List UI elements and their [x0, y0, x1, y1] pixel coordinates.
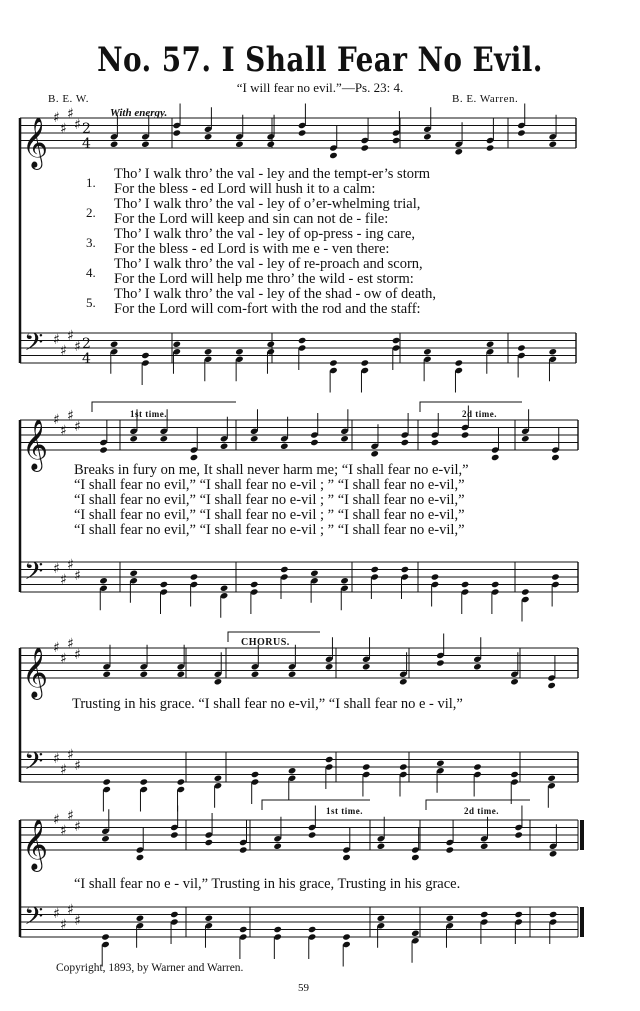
bass-note — [101, 933, 110, 940]
treble-note — [139, 671, 148, 678]
treble-note — [517, 129, 526, 136]
bass-note — [325, 756, 334, 763]
treble-note — [251, 671, 260, 678]
bass-note — [547, 775, 556, 782]
treble-note — [549, 850, 558, 857]
sharp-sign: ♯ — [60, 651, 67, 667]
bass-note — [401, 566, 410, 573]
lyric-line: Breaks in fury on me, It shall never harm me; “I shall fear no e-vil,” — [74, 462, 469, 478]
bass-note — [177, 778, 186, 785]
treble-note — [204, 133, 213, 140]
treble-note — [377, 843, 386, 850]
lyric-line: Tho’ I walk thro’ the val - ley of o’er-whelming trial, — [114, 196, 421, 212]
treble-note — [362, 663, 371, 670]
sharp-sign: ♯ — [67, 408, 74, 424]
bass-note — [204, 348, 213, 355]
treble-note — [129, 435, 138, 442]
bass-note — [360, 359, 369, 366]
bass-note — [446, 915, 455, 922]
chorus-lyric-line: Trusting in his grace. “I shall fear no e-vil,” “I shall fear no e - vil,” — [72, 696, 463, 712]
sharp-sign: ♯ — [67, 636, 74, 652]
lyric-line: Tho’ I walk thro’ the val - ley and the tempt-er’s storm — [114, 166, 431, 182]
bass-note — [342, 933, 351, 940]
second-ending-label: 2d time. — [464, 806, 499, 816]
verse-number: 1. — [86, 175, 96, 190]
treble-note — [141, 141, 150, 148]
treble-clef: 𝄞 — [22, 647, 49, 698]
bass-note — [473, 763, 482, 770]
treble-note — [491, 454, 500, 461]
treble-note — [308, 831, 317, 838]
lyric-line: For the Lord will com-fort with the rod and the staff: — [114, 301, 421, 317]
bass-note — [141, 352, 150, 359]
scripture-epigraph: “I will fear no evil.”—Ps. 23: 4. — [236, 80, 404, 95]
treble-note — [436, 659, 445, 666]
lyric-line: “I shall fear no evil,” “I shall fear no e-vil ; ” “I shall fear no e-vil,” — [74, 492, 465, 508]
bass-note — [160, 581, 169, 588]
treble-note — [514, 831, 523, 838]
treble-note — [342, 854, 351, 861]
lyric-line: For the bless - ed Lord will hush it to a calm: — [114, 181, 376, 197]
sharp-sign: ♯ — [60, 343, 67, 359]
treble-note — [160, 435, 169, 442]
bass-note — [172, 341, 181, 348]
treble-note — [325, 663, 334, 670]
sharp-sign: ♯ — [53, 751, 60, 767]
bass-note — [340, 577, 349, 584]
final-lyric-line: “I shall fear no e - vil,” Trusting in his grace, Trusting in his grace. — [74, 876, 461, 892]
bass-note — [411, 930, 420, 937]
bass-note — [329, 359, 338, 366]
treble-note — [190, 454, 199, 461]
hymn-title: No. 57. I Shall Fear No Evil. — [97, 40, 543, 80]
bass-note — [136, 915, 145, 922]
bass-note — [110, 341, 119, 348]
bass-note — [280, 566, 289, 573]
treble-note — [340, 435, 349, 442]
treble-note — [266, 141, 275, 148]
bass-note — [548, 348, 557, 355]
bass-note — [214, 775, 223, 782]
sharp-sign: ♯ — [60, 121, 67, 137]
sharp-sign: ♯ — [67, 808, 74, 824]
bass-note — [431, 573, 440, 580]
sharp-sign: ♯ — [74, 647, 81, 663]
sharp-sign: ♯ — [53, 412, 60, 428]
treble-note — [280, 443, 289, 450]
tempo-marking: With energy. — [110, 107, 168, 119]
treble-note — [521, 435, 530, 442]
treble-note — [273, 843, 282, 850]
bass-note — [205, 915, 214, 922]
bass-note — [170, 911, 179, 918]
treble-note — [99, 446, 108, 453]
treble-note — [551, 454, 560, 461]
sharp-sign: ♯ — [74, 339, 81, 355]
sharp-sign: ♯ — [53, 561, 60, 577]
first-ending-label: 1st time. — [130, 409, 167, 419]
time-signature: 2 — [82, 121, 91, 137]
bass-note — [99, 577, 108, 584]
bass-note — [370, 566, 379, 573]
bass-note — [266, 341, 275, 348]
first-ending-label: 1st time. — [326, 806, 363, 816]
treble-note — [110, 141, 119, 148]
sharp-sign: ♯ — [67, 747, 74, 763]
treble-note — [298, 129, 307, 136]
bass-note — [102, 778, 111, 785]
sharp-sign: ♯ — [74, 758, 81, 774]
bass-note — [251, 771, 260, 778]
time-signature: 4 — [82, 136, 91, 152]
sharp-sign: ♯ — [53, 906, 60, 922]
treble-note — [310, 439, 319, 446]
bass-note — [549, 911, 558, 918]
sharp-sign: ♯ — [67, 106, 74, 122]
bass-note — [377, 915, 386, 922]
treble-note — [220, 443, 229, 450]
sharp-sign: ♯ — [74, 819, 81, 835]
treble-clef: 𝄞 — [22, 117, 49, 168]
bass-note — [250, 581, 259, 588]
verse-number: 2. — [86, 205, 96, 220]
treble-note — [423, 133, 432, 140]
verse-number: 5. — [86, 295, 96, 310]
treble-note — [288, 671, 297, 678]
bass-note — [362, 763, 371, 770]
lyric-line: “I shall fear no evil,” “I shall fear no e-vil ; ” “I shall fear no e-vil,” — [74, 507, 465, 523]
treble-note — [170, 831, 179, 838]
sharp-sign: ♯ — [74, 913, 81, 929]
treble-note — [548, 141, 557, 148]
bass-note — [298, 337, 307, 344]
treble-clef: 𝄞 — [22, 419, 49, 470]
treble-note — [411, 854, 420, 861]
chorus-label: CHORUS. — [241, 637, 290, 648]
treble-note — [486, 144, 495, 151]
sharp-sign: ♯ — [60, 762, 67, 778]
treble-note — [239, 846, 248, 853]
sharp-sign: ♯ — [53, 110, 60, 126]
bass-note — [288, 767, 297, 774]
bass-note — [514, 911, 523, 918]
second-ending-label: 2d time. — [462, 409, 497, 419]
treble-note — [399, 678, 408, 685]
sharp-sign: ♯ — [67, 557, 74, 573]
treble-note — [473, 663, 482, 670]
bass-note — [521, 588, 530, 595]
treble-note — [329, 152, 338, 159]
bass-clef: 𝄢 — [24, 557, 44, 592]
bass-note — [220, 585, 229, 592]
treble-note — [250, 435, 259, 442]
bass-note — [139, 778, 148, 785]
sharp-sign: ♯ — [74, 117, 81, 133]
treble-note — [205, 839, 214, 846]
bass-note — [239, 926, 248, 933]
treble-note — [431, 439, 440, 446]
treble-note — [101, 835, 110, 842]
lyric-line: “I shall fear no evil,” “I shall fear no e-vil ; ” “I shall fear no e-vil,” — [74, 477, 465, 493]
bass-clef: 𝄢 — [24, 902, 44, 937]
bass-note — [423, 348, 432, 355]
sharp-sign: ♯ — [60, 572, 67, 588]
treble-note — [392, 137, 401, 144]
sharp-sign: ♯ — [53, 812, 60, 828]
treble-note — [360, 144, 369, 151]
sharp-sign: ♯ — [74, 568, 81, 584]
bass-note — [308, 926, 317, 933]
treble-note — [461, 431, 470, 438]
sharp-sign: ♯ — [53, 640, 60, 656]
bass-note — [129, 570, 138, 577]
bass-note — [551, 573, 560, 580]
time-signature: 2 — [82, 336, 91, 352]
time-signature: 4 — [82, 351, 91, 367]
refrain-lyrics — [74, 463, 469, 538]
lyric-line: For the bless - ed Lord is with me e - ven there: — [114, 241, 390, 257]
treble-note — [446, 846, 455, 853]
sharp-sign: ♯ — [60, 423, 67, 439]
sharp-sign: ♯ — [67, 328, 74, 344]
bass-note — [190, 573, 199, 580]
treble-note — [102, 671, 111, 678]
treble-note — [235, 141, 244, 148]
words-credit: B. E. W. — [48, 93, 89, 105]
sharp-sign: ♯ — [60, 917, 67, 933]
bass-note — [454, 359, 463, 366]
lyric-line: Tho’ I walk thro’ the val - ley of op-press - ing care, — [114, 226, 416, 242]
treble-note — [454, 148, 463, 155]
page-number: 59 — [298, 982, 309, 994]
bass-note — [461, 581, 470, 588]
copyright-notice: Copyright, 1893, by Warner and Warren. — [56, 962, 244, 974]
bass-note — [491, 581, 500, 588]
lyric-line: “I shall fear no evil,” “I shall fear no e-vil ; ” “I shall fear no e-vil,” — [74, 522, 465, 538]
sharp-sign: ♯ — [53, 332, 60, 348]
treble-note — [136, 854, 145, 861]
treble-note — [214, 678, 223, 685]
lyric-line: Tho’ I walk thro’ the val - ley of the shad - ow of death, — [114, 286, 436, 302]
verse-number: 4. — [86, 265, 96, 280]
bass-note — [436, 760, 445, 767]
lyric-line: For the Lord will help me thro’ the wild - est storm: — [114, 271, 414, 287]
bass-note — [399, 763, 408, 770]
treble-note — [510, 678, 519, 685]
verse-lyrics — [114, 167, 436, 317]
treble-note — [370, 450, 379, 457]
bass-note — [392, 337, 401, 344]
bass-note — [480, 911, 489, 918]
treble-note — [401, 439, 410, 446]
music-credit: B. E. Warren. — [452, 93, 519, 105]
verse-number: 3. — [86, 235, 96, 250]
bass-note — [273, 926, 282, 933]
bass-note — [517, 344, 526, 351]
treble-note — [547, 682, 556, 689]
sharp-sign: ♯ — [74, 419, 81, 435]
bass-note — [235, 348, 244, 355]
bass-note — [510, 771, 519, 778]
bass-note — [310, 570, 319, 577]
treble-clef: 𝄞 — [22, 819, 49, 870]
treble-note — [172, 129, 181, 136]
sharp-sign: ♯ — [67, 902, 74, 918]
treble-note — [177, 671, 186, 678]
treble-note — [480, 843, 489, 850]
bass-note — [486, 341, 495, 348]
sharp-sign: ♯ — [60, 823, 67, 839]
bass-clef: 𝄢 — [24, 328, 44, 363]
bass-clef: 𝄢 — [24, 747, 44, 782]
lyric-line: For the Lord will keep and sin can not de - file: — [114, 211, 389, 227]
lyric-line: Tho’ I walk thro’ the val - ley of re-proach and scorn, — [114, 256, 423, 272]
